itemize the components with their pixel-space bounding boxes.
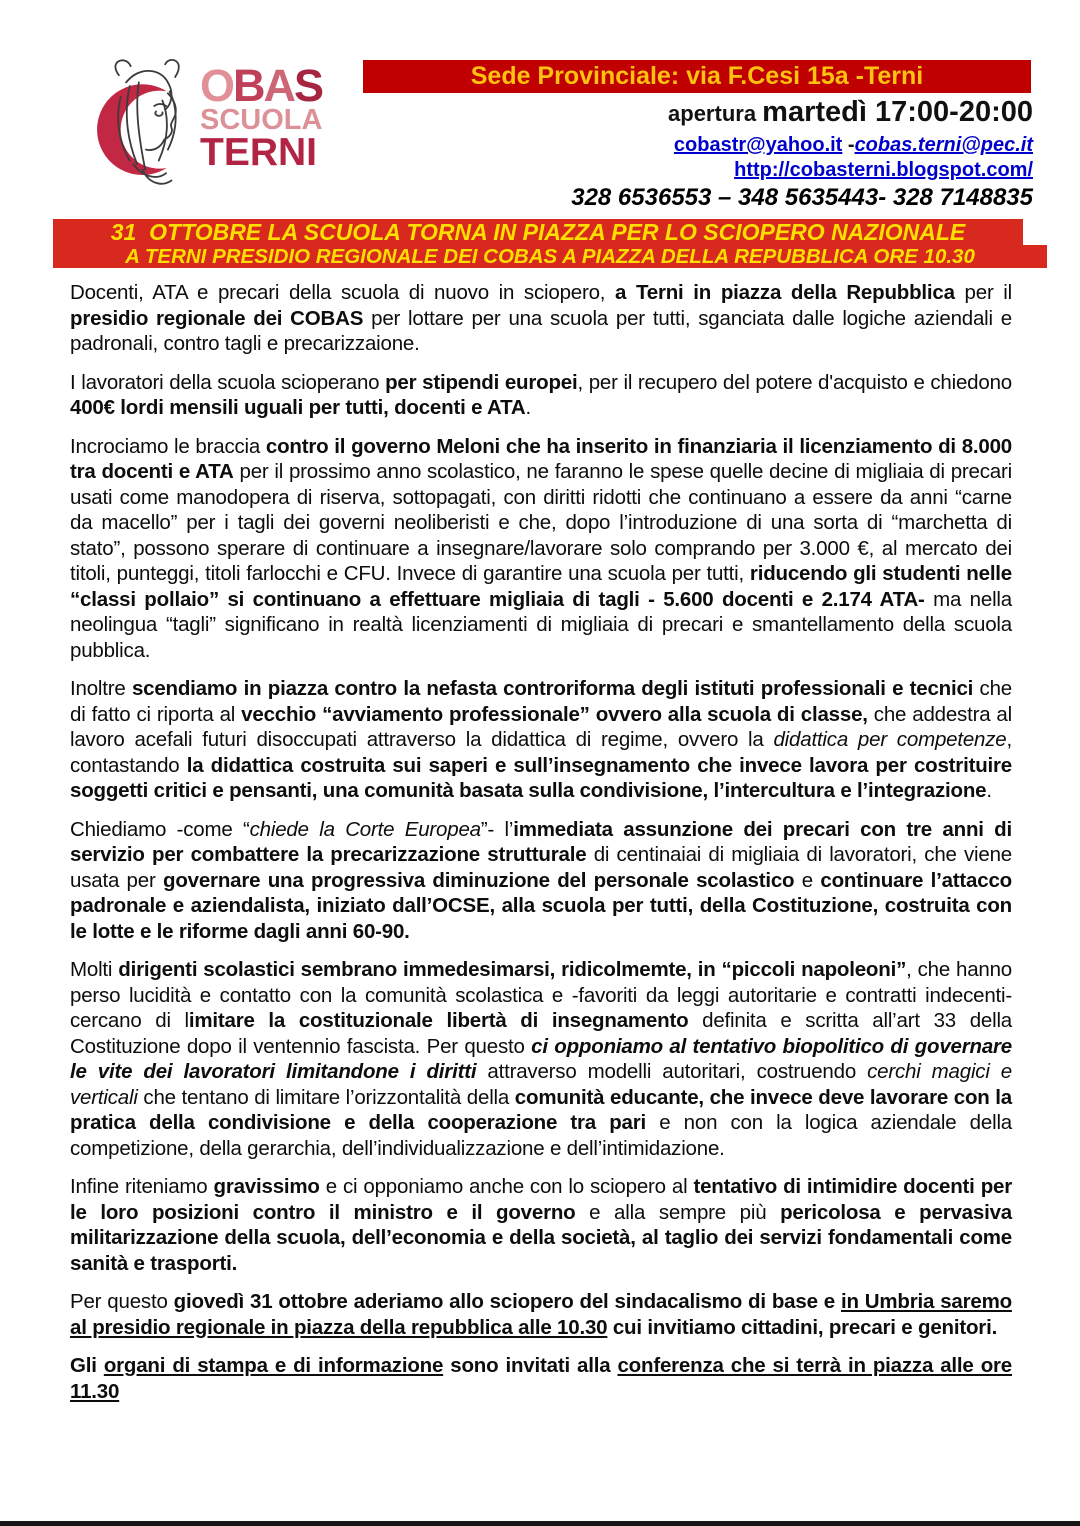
text-run: 400€ lordi mensili uguali per tutti, docenti e ATA <box>70 396 526 419</box>
email-line <box>674 134 1033 157</box>
text-run: a Terni in piazza della Repubblica <box>615 281 955 304</box>
text-run: ci opponiamo al tentativo biopolitico di governare le vite dei lavoratori limitandone i diritti <box>70 1034 1013 1083</box>
text-run: per lottare per una scuola per tutti, sganciata dalle logiche aziendali e padronali, contro tagli e precarizzaione. <box>70 306 1012 355</box>
text-run: , che hanno perso lucidità e contatto con la comunità scolastica e -favoriti da leggi autoritarie e contratti indecenti- cercano di l <box>70 958 1013 1032</box>
email-link-yahoo[interactable]: cobastr@yahoo.it <box>673 134 843 156</box>
logo-line-scuola: SCUOLA <box>200 104 323 136</box>
email-separator: - <box>842 134 855 156</box>
text-run: didattica per competenze <box>773 728 1007 751</box>
website-link[interactable]: http://cobasterni.blogspot.com/ <box>734 159 1033 181</box>
text-run: di centinaiai di migliaia di lavoratori, che viene usata per <box>70 843 1013 892</box>
logo-line-terni: TERNI <box>200 131 317 174</box>
text-run: Infine riteniamo <box>70 1175 214 1198</box>
logo-letter: S <box>294 60 323 111</box>
text-run: I lavoratori della scuola scioperano <box>70 370 386 394</box>
paragraph <box>70 1289 1012 1340</box>
text-run: comunità educante, che invece deve lavorare con la pratica della condivisione e della cooperazione tra pari <box>70 1085 1013 1134</box>
opening-hours <box>668 96 1033 129</box>
text-run: Molti <box>70 958 119 981</box>
text-run: per il <box>954 281 1013 304</box>
email-link-pec[interactable]: cobas.terni@pec.it <box>854 134 1033 156</box>
text-run: presidio regionale dei COBAS <box>70 306 364 330</box>
text-run: scendiamo in piazza contro la nefasta controriforma degli istituti professionali e tecnici <box>131 677 974 700</box>
text-run: tentativo di intimidire docenti per le loro posizioni contro il ministro e il governo <box>70 1175 1012 1224</box>
text-run: attraverso modelli autoritari, costruendo <box>476 1060 868 1083</box>
text-run: , per il recupero del potere d'acquisto e chiedono <box>577 370 1012 394</box>
paragraph <box>70 1353 1012 1404</box>
paragraph <box>70 817 1012 945</box>
paragraph <box>70 1174 1012 1276</box>
text-run: per stipendi europei <box>385 370 578 394</box>
text-run: Inoltre <box>70 677 132 700</box>
opening-hours-value: martedì 17:00-20:00 <box>762 96 1033 128</box>
text-run: vecchio “avviamento professionale” ovvero alla scuola di classe, <box>241 702 868 726</box>
text-run: Gli <box>70 1354 104 1377</box>
banner-strike-headline: 31 OTTOBRE LA SCUOLA TORNA IN PIAZZA PER LO SCIOPERO NAZIONALE <box>53 219 1023 245</box>
text-run: e alla sempre più <box>575 1200 781 1224</box>
text-run: . <box>986 779 992 802</box>
text-run: ma nella neolingua “tagli” significano in realtà licenziamenti di migliaia di precari e smantellamento della scuola pubblica. <box>70 587 1012 662</box>
text-run: definita e scritta all’art 33 della Costituzione dopo il ventennio fascista. Per questo <box>70 1009 1013 1058</box>
text-run: che tentano di limitare l’orizzontalità della <box>137 1085 515 1109</box>
text-run: in Umbria saremo al presidio regionale in piazza della repubblica alle 10.30 <box>70 1290 1012 1339</box>
text-run: riducendo gli studenti nelle “classi pollaio” si continuano a effettuare migliaia di tagli - 5.600 docenti e 2.174 ATA- <box>70 562 1013 611</box>
text-run: chiede la Corte Europea <box>249 817 481 841</box>
paragraph <box>70 434 1012 664</box>
text-run: che addestra al lavoro acefali futuri disoccupati attraverso la didattica di regime, ovvero la <box>70 702 1012 751</box>
bottom-border <box>0 1521 1080 1526</box>
text-run: Docenti, ATA e precari della scuola di nuovo in sciopero, <box>70 281 616 304</box>
text-run: organi di stampa e di informazione <box>103 1354 444 1377</box>
paragraph <box>70 676 1012 804</box>
text-run: conferenza che si terrà in piazza alle ore 11.30 <box>70 1354 1012 1403</box>
phone-numbers: 328 6536553 – 348 5635443- 328 7148835 <box>571 184 1033 211</box>
text-run: Chiediamo -come “ <box>70 817 250 841</box>
sede-provinciale-bar: Sede Provinciale: via F.Cesi 15a -Terni <box>363 60 1031 93</box>
paragraph <box>70 957 1012 1161</box>
website-line <box>734 159 1033 182</box>
logo-line-cobas <box>200 60 323 111</box>
text-run: , contastando <box>70 728 1012 777</box>
text-run: sono invitati alla <box>443 1354 618 1377</box>
medusa-crescent-icon <box>88 50 206 202</box>
logo-letter: O <box>200 60 234 111</box>
text-run: ”- l’ <box>480 817 514 841</box>
paragraph <box>70 280 1012 357</box>
text-run: pericolosa e pervasiva militarizzazione della scuola, dell’economia e della società, al taglio dei servizi fondamentali come sanità e trasporti. <box>70 1200 1012 1275</box>
text-run: che di fatto ci riporta al <box>70 677 1012 726</box>
text-run: contro il governo Meloni che ha inserito in finanziaria il licenziamento di 8.000 tra docenti e ATA <box>70 434 1012 483</box>
text-run: governare una progressiva diminuzione del personale scolastico <box>163 868 795 892</box>
logo-text <box>200 60 323 174</box>
text-run: . <box>525 396 531 419</box>
banner-presidio-subline: A TERNI PRESIDIO REGIONALE DEI COBAS A PIAZZA DELLA REPUBBLICA ORE 10.30 <box>53 245 1047 268</box>
text-run: cerchi magici e verticali <box>70 1060 1012 1109</box>
text-run: e non con la logica aziendale della competizione, della gerarchia, dell’individualizzazione e dell’intimidazione. <box>70 1111 1012 1160</box>
text-run: per il prossimo anno scolastico, ne faranno le spese quelle decine di migliaia di precari usati come manodopera di riserva, sottopagati, con diritti ridotti che continuano a essere da anni “carne da macello” per i tagli dei governi neoliberisti e che, dopo l’introduzione di una sorta di “marchetta di stato”, possono sperare di continuare a insegnare/lavorare solo comprando per 3.000 €, al mercato dei titoli, punteggi, titoli farlocchi e CFU. Invece di garantire una scuola per tutti, <box>70 460 1012 585</box>
text-run: gravissimo <box>213 1175 320 1198</box>
text-run: imitare la costituzionale libertà di insegnamento <box>188 1009 689 1032</box>
text-run: Incrociamo le braccia <box>70 434 266 458</box>
logo-letter: B <box>233 60 264 111</box>
body-paragraphs <box>70 280 1012 1417</box>
text-run: e <box>794 868 821 892</box>
text-run: continuare l’attacco padronale e aziendalista, iniziato dall’OCSE, alla scuola per tutti, della Costituzione, costruita con le lotte e le riforme dagli anni 60-90. <box>70 868 1012 943</box>
cobas-logo <box>88 48 378 208</box>
opening-hours-label: apertura <box>668 101 763 126</box>
logo-letter: A <box>263 60 295 111</box>
text-run: la didattica costruita sui saperi e sull’insegnamento che invece lavora per costrituire soggetti critici e pensanti, una comunità basata sulla condivisione, l’intercultura e l’integrazione <box>70 753 1012 802</box>
text-run: Per questo <box>70 1290 174 1313</box>
text-run: cui invitiamo cittadini, precari e genitori. <box>607 1315 998 1339</box>
paragraph <box>70 370 1012 421</box>
text-run: e ci opponiamo anche con lo sciopero al <box>319 1175 694 1198</box>
text-run: giovedì 31 ottobre aderiamo allo sciopero del sindacalismo di base e <box>173 1290 841 1313</box>
text-run: immediata assunzione dei precari con tre anni di servizio per combattere la precarizzazione strutturale <box>70 817 1012 866</box>
text-run: dirigenti scolastici sembrano immedesimarsi, ridicolmemte, in “piccoli napoleoni” <box>118 958 907 981</box>
